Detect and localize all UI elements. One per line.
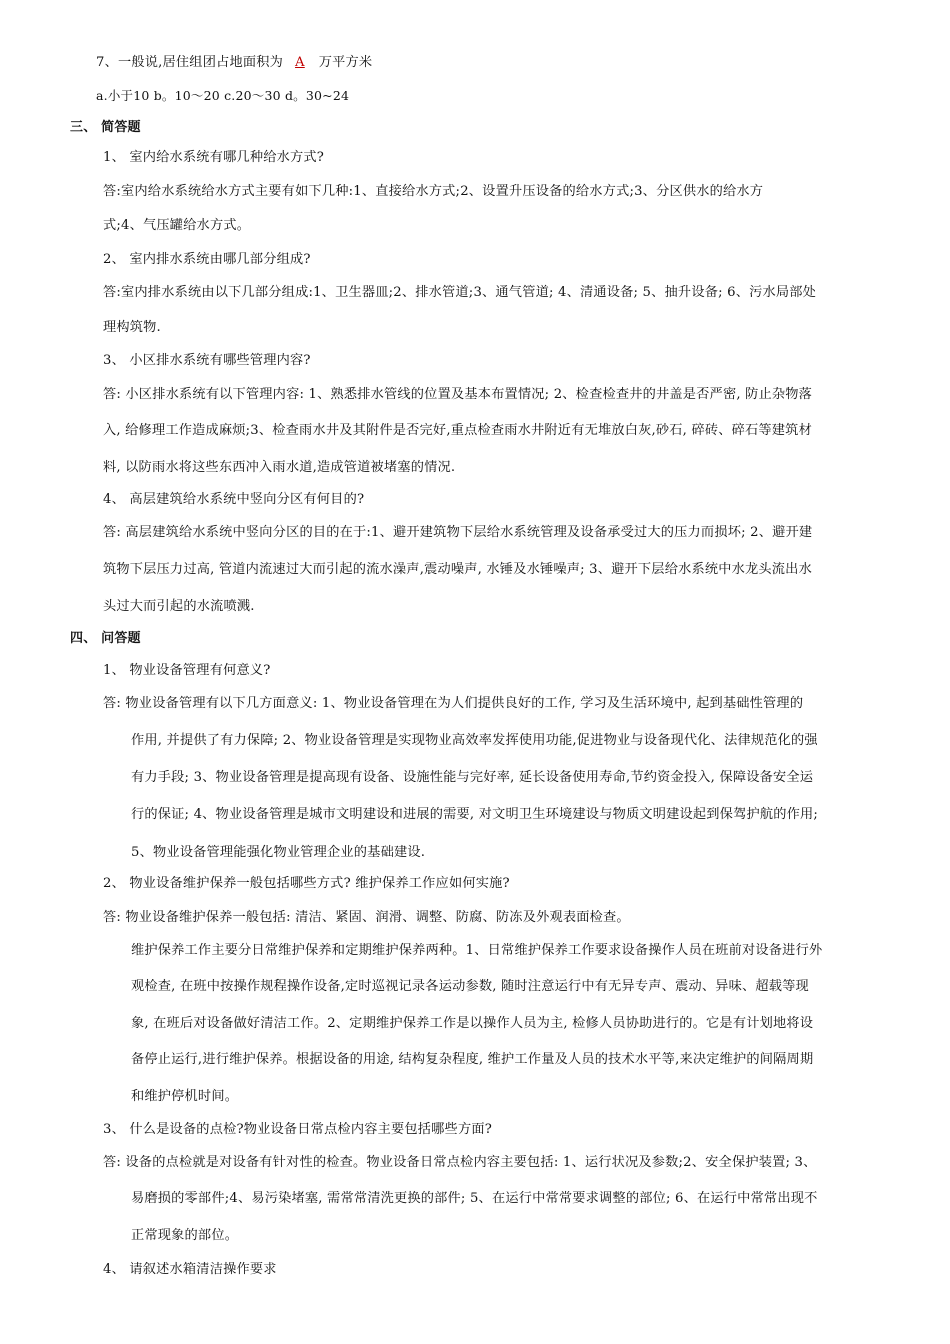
s4-q4: 4、 请叙述水箱清洁操作要求 [103, 1262, 277, 1277]
question-7 [96, 55, 372, 71]
s3-a1-line: 式;4、气压罐给水方式。 [103, 218, 251, 233]
s3-a3-line: 料, 以防雨水将这些东西冲入雨水道,造成管道被堵塞的情况. [103, 460, 456, 475]
s3-a4-line: 筑物下层压力过高, 管道内流速过大而引起的流水澡声,震动噪声, 水锤及水锤噪声; 3、避开下层给水系统中水龙头流出水 [103, 562, 812, 577]
s4-a2-line: 观检查, 在班中按操作规程操作设备,定时巡视记录各运动参数, 随时注意运行中有无异专声、震动、异味、超载等现 [131, 979, 809, 994]
s4-q3: 3、 什么是设备的点检?物业设备日常点检内容主要包括哪些方面? [103, 1122, 492, 1137]
s4-a1-line: 作用, 并提供了有力保障; 2、物业设备管理是实现物业高效率发挥使用功能,促进物业与设备现代化、法律规范化的强 [131, 733, 818, 748]
question-7-suffix: 万平方米 [318, 55, 373, 70]
s4-q1: 1、 物业设备管理有何意义? [103, 663, 271, 678]
s4-a1-line: 5、物业设备管理能强化物业管理企业的基础建设. [131, 845, 426, 860]
s3-a3-line: 答: 小区排水系统有以下管理内容: 1、熟悉排水管线的位置及基本布置情况; 2、检查检查井的井盖是否严密, 防止杂物落 [103, 387, 813, 402]
s3-a4-line: 答: 高层建筑给水系统中竖向分区的目的在于:1、避开建筑物下层给水系统管理及设备承受过大的压力而损坏; 2、避开建 [103, 525, 813, 540]
s4-a1-first: 答: 物业设备管理有以下几方面意义: 1、物业设备管理在为人们提供良好的工作, 学习及生活环境中, 起到基础性管理的 [103, 696, 804, 711]
s3-a3-line: 入, 给修理工作造成麻烦;3、检查雨水井及其附件是否完好,重点检查雨水井附近有无堆放白灰,砂石, 碎砖、碎石等建筑材 [103, 423, 812, 438]
s4-a1-line: 行的保证; 4、物业设备管理是城市文明建设和进展的需要, 对文明卫生环境建设与物质文明建设起到保驾护航的作用; [131, 807, 819, 822]
s4-a2-line: 象, 在班后对设备做好清洁工作。2、定期维护保养工作是以操作人员为主, 检修人员协助进行的。它是有计划地将设 [131, 1016, 814, 1031]
s4-a1-line: 有力手段; 3、物业设备管理是提高现有设备、设施性能与完好率, 延长设备使用寿命,节约资金投入, 保障设备安全运 [131, 770, 814, 785]
section-3-title: 三、 简答题 [70, 120, 141, 135]
question-7-prefix: 7、一般说,居住组团占地面积为 [96, 55, 284, 70]
s4-a2-first: 答: 物业设备维护保养一般包括: 清洁、紧固、润滑、调整、防腐、防冻及外观表面检查。 [103, 910, 630, 925]
s3-q4: 4、 高层建筑给水系统中竖向分区有何目的? [103, 492, 365, 507]
s3-a4-line: 头过大而引起的水流喷溅. [103, 599, 255, 614]
s4-a2-line: 和维护停机时间。 [131, 1089, 239, 1104]
s3-a2-line: 理构筑物. [103, 320, 161, 335]
s3-q3: 3、 小区排水系统有哪些管理内容? [103, 353, 311, 368]
question-7-options: a.小于10 b。10～20 c.20～30 d。30~24 [96, 88, 350, 103]
s4-a2-line: 备停止运行,进行维护保养。根据设备的用途, 结构复杂程度, 维护工作量及人员的技术水平等,来决定维护的间隔周期 [131, 1052, 814, 1067]
s3-a2-line: 答:室内排水系统由以下几部分组成:1、卫生器皿;2、排水管道;3、通气管道; 4、清通设备; 5、抽升设备; 6、污水局部处 [103, 285, 817, 300]
s3-q1: 1、 室内给水系统有哪几种给水方式? [103, 150, 325, 165]
section-4-title: 四、 问答题 [70, 631, 141, 646]
question-7-answer: A [295, 55, 305, 70]
s3-a1-line: 答:室内给水系统给水方式主要有如下几种:1、直接给水方式;2、设置升压设备的给水方式;3、分区供水的给水方 [103, 184, 764, 199]
s4-a3-line: 易磨损的零部件;4、易污染堵塞, 需常常清洗更换的部件; 5、在运行中常常要求调整的部位; 6、在运行中常常出现不 [131, 1191, 818, 1206]
s4-a2-line: 维护保养工作主要分日常维护保养和定期维护保养两种。1、日常维护保养工作要求设备操作人员在班前对设备进行外 [131, 943, 823, 958]
s4-a3-first: 答: 设备的点检就是对设备有针对性的检查。物业设备日常点检内容主要包括: 1、运行状况及参数;2、安全保护装置; 3、 [103, 1155, 817, 1170]
s4-q2: 2、 物业设备维护保养一般包括哪些方式? 维护保养工作应如何实施? [103, 876, 510, 891]
s4-a3-line: 正常现象的部位。 [131, 1228, 239, 1243]
s3-q2: 2、 室内排水系统由哪几部分组成? [103, 252, 311, 267]
